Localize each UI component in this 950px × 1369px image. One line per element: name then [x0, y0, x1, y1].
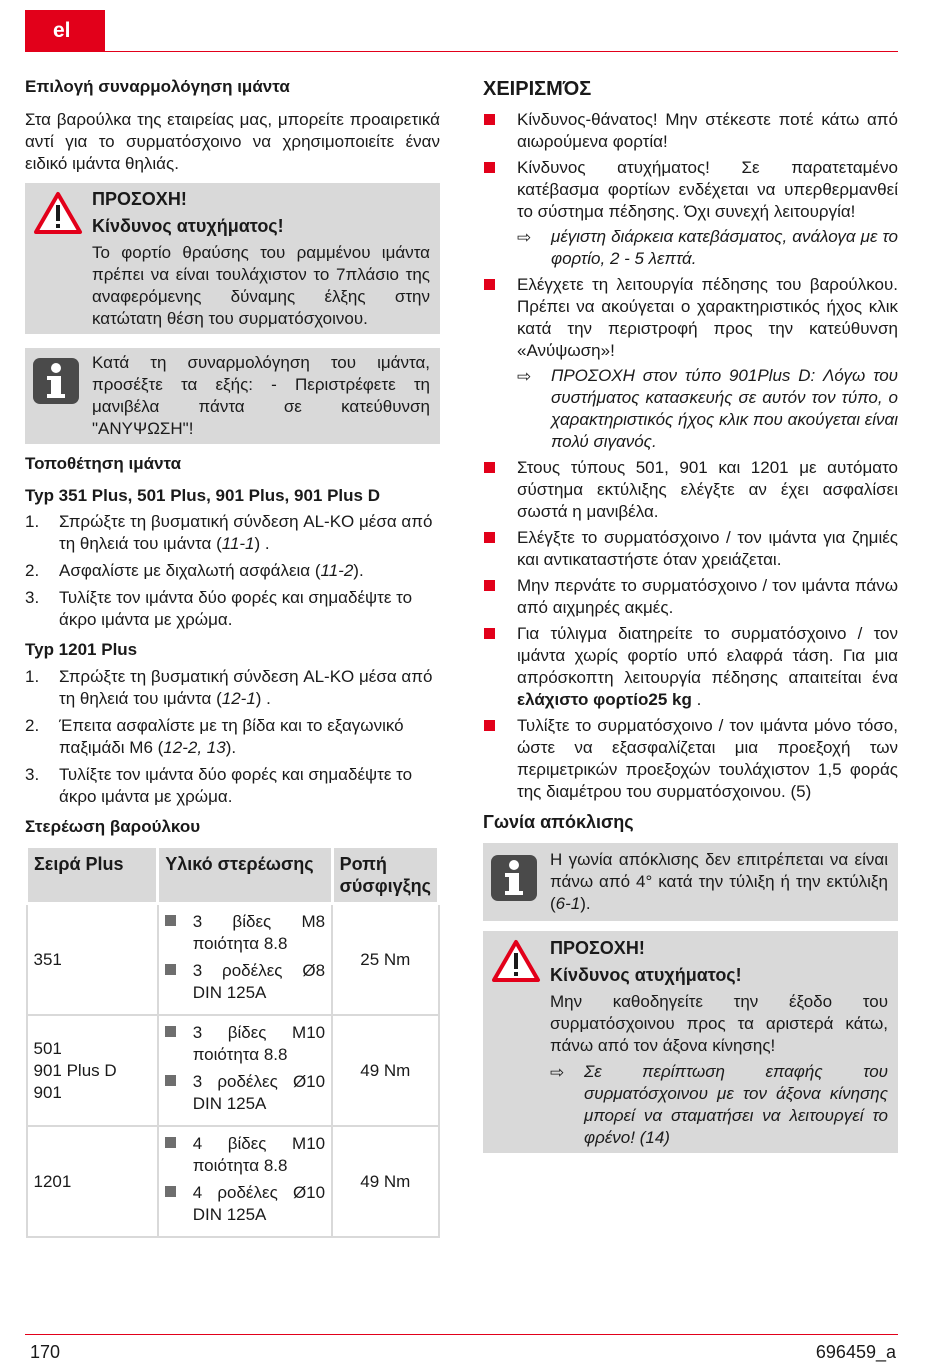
- warning-text: Μην καθοδηγείτε την έξοδο του συρματόσχοινου προς τα αριστερά κάτω, πάνω από τον άξονα κίνησης!: [550, 992, 888, 1055]
- red-square-bullet-icon: [484, 462, 495, 473]
- heading-belt-option: Επιλογή συναρμολόγηση ιμάντα: [25, 77, 290, 96]
- language-tab: el: [25, 10, 105, 52]
- red-square-bullet-icon: [484, 628, 495, 639]
- torque-cell: 25 Nm: [332, 904, 438, 1016]
- warning-title: ΠΡΟΣΟΧΗ!: [92, 189, 187, 209]
- list-item: Κίνδυνος ατυχήματος! Σε παρατεταμένο κατέβασμα φορτίων ενδέχεται να υπερθερμανθεί το σύστημα πέδησης. Όχι συνεχή λειτουργία! ⇨ μέγιστη διάρκεια κατεβάσματος, ανάλογα με το φορτίο, 2 - 5 λεπτά.: [483, 157, 898, 270]
- warning-title: ΠΡΟΣΟΧΗ!: [550, 938, 645, 958]
- red-square-bullet-icon: [484, 580, 495, 591]
- table-row: [27, 904, 439, 1016]
- info-icon: [491, 855, 537, 907]
- operation-list: [483, 109, 898, 803]
- red-square-bullet-icon: [484, 162, 495, 173]
- list-item: Στους τύπους 501, 901 και 1201 με αυτόματο σύστημα εκτύλιξης ελέγξτε αν έχει ασφαλίσει σωστά η μανιβέλα.: [483, 457, 898, 523]
- torque-cell: 49 Nm: [332, 1126, 438, 1237]
- list-item: Μην περνάτε το συρματόσχοινο / τον ιμάντα πάνω από αιχμηρές ακμές.: [483, 575, 898, 619]
- note-line: ⇨ μέγιστη διάρκεια κατεβάσματος, ανάλογα με το φορτίο, 2 - 5 λεπτά.: [517, 227, 898, 268]
- table-row: [27, 1126, 439, 1237]
- list-item: Ελέγχετε τη λειτουργία πέδησης του βαρούλκου. Πρέπει να ακούγεται ο χαρακτηριστικός ήχος κλικ κατά την περιστροφή προς την κατεύθυνση «Ανύψωση»! ⇨ ΠΡΟΣΟΧΗ στον τύπο 901Plus D: Λόγω του συστήματος κατασκευής σε αυτόν τον τύπο, ο χαρακτηριστικός ήχος κλικ που ακούγεται είναι πολύ σιγανός.: [483, 274, 898, 453]
- heading-typ-1201: Typ 1201 Plus: [25, 640, 138, 659]
- note-line: ⇨ ΠΡΟΣΟΧΗ στον τύπο 901Plus D: Λόγω του συστήματος κατασκευής σε αυτόν τον τύπο, ο χαρακτηριστικός ήχος κλικ που ακούγεται είναι πολύ σιγανός.: [517, 366, 898, 451]
- red-square-bullet-icon: [484, 279, 495, 290]
- torque-cell: 49 Nm: [332, 1015, 438, 1126]
- column-header: Υλικό στερέωσης: [158, 847, 332, 904]
- red-square-bullet-icon: [484, 720, 495, 731]
- material-cell: 3 βίδες M8 ποιότητα 8.8 3 ροδέλες Ø8 DIN 125A: [158, 904, 332, 1016]
- warning-triangle-icon: [491, 939, 541, 989]
- heading-typ-351: Typ 351 Plus, 501 Plus, 901 Plus, 901 Plus D: [25, 486, 380, 505]
- red-square-bullet-icon: [484, 532, 495, 543]
- list-item: Κίνδυνος-θάνατος! Μην στέκεστε ποτέ κάτω από αιωρούμενα φορτία!: [483, 109, 898, 153]
- document-number: 696459_a: [815, 1342, 896, 1362]
- note-line: ⇨ Σε περίπτωση επαφής του συρματόσχοινου με τον άξονα κίνησης μπορεί να σταματήσει να λειτουργεί το φρένο! (14): [550, 1062, 888, 1147]
- table-row: [27, 1015, 439, 1126]
- warning-box: [25, 183, 440, 334]
- info-text: Η γωνία απόκλισης δεν επιτρέπεται να είναι πάνω από 4° κατά την τύλιξη ή την εκτύλιξη (6-1).: [550, 850, 888, 913]
- series-cell: 1201: [27, 1126, 158, 1237]
- material-cell: 4 βίδες M10 ποιότητα 8.8 4 ροδέλες Ø10 DIN 125A: [158, 1126, 332, 1237]
- list-item: Ελέγξτε το συρματόσχοινο / τον ιμάντα για ζημιές και αντικαταστήστε όταν χρειάζεται.: [483, 527, 898, 571]
- warning-subtitle: Κίνδυνος ατυχήματος!: [550, 965, 742, 985]
- warning-box: [483, 931, 898, 1153]
- steps-typ-1201: [25, 666, 440, 808]
- steps-typ-351: [25, 511, 440, 631]
- list-item: 1. Σπρώξτε τη βυσματική σύνδεση AL-KO μέσα από τη θηλειά του ιμάντα (12-1) .: [25, 667, 433, 708]
- series-cell: 501 901 Plus D 901: [27, 1015, 158, 1126]
- page-number: 170: [30, 1342, 61, 1362]
- heading-belt-placement: Τοποθέτηση ιμάντα: [25, 454, 182, 473]
- info-box: [483, 843, 898, 921]
- arrow-right-icon: ⇨: [517, 367, 532, 386]
- fixing-table: [25, 845, 440, 1238]
- list-item: 3. Τυλίξτε τον ιμάντα δύο φορές και σημαδέψτε το άκρο ιμάντα με χρώμα.: [25, 765, 413, 806]
- warning-text: Το φορτίο θραύσης του ραμμένου ιμάντα πρέπει να είναι τουλάχιστον το 7πλάσιο της αναφερόμενης δύναμης έλξης στην κατώτατη θέση του συρματόσχοινου.: [92, 243, 430, 328]
- material-cell: 3 βίδες M10 ποιότητα 8.8 3 ροδέλες Ø10 DIN 125A: [158, 1015, 332, 1126]
- series-cell: 351: [27, 904, 158, 1016]
- table-header-row: [27, 847, 439, 904]
- list-item: Για τύλιγμα διατηρείτε το συρματόσχοινο / τον ιμάντα χωρίς φορτίο υπό ελαφρά τάση. Για μια απρόσκοπτη λειτουργία πέδησης απαιτείται ένα ελάχιστο φορτίο25 kg .: [483, 623, 898, 711]
- list-item: 3. Τυλίξτε τον ιμάντα δύο φορές και σημαδέψτε το άκρο ιμάντα με χρώμα.: [25, 588, 413, 629]
- header-rule: [25, 51, 898, 52]
- column-header: Σειρά Plus: [27, 847, 158, 904]
- paragraph-belt-option: Στα βαρούλκα της εταιρείας μας, μπορείτε προαιρετικά αντί για το συρματόσχοινο να χρησιμοποιείτε έναν ειδικό ιμάντα θηλιάς.: [25, 110, 440, 173]
- right-column: [483, 76, 898, 1153]
- info-text: Κατά τη συναρμολόγηση του ιμάντα, προσέξτε τα εξής: - Περιστρέφετε τη μανιβέλα πάντα σε κατεύθυνση "ΑΝΥΨΩΣΗ"!: [92, 353, 430, 438]
- heading-operation: ΧΕΙΡΙΣΜΌΣ: [483, 78, 592, 100]
- list-item: 2. Έπειτα ασφαλίστε με τη βίδα και το εξαγωνικό παξιμάδι M6 (12-2, 13).: [25, 716, 404, 757]
- info-box: [25, 348, 440, 444]
- list-item: 2. Ασφαλίστε με διχαλωτή ασφάλεια (11-2).: [25, 561, 364, 580]
- left-column: [25, 76, 440, 1238]
- warning-triangle-icon: [33, 191, 83, 241]
- warning-subtitle: Κίνδυνος ατυχήματος!: [92, 216, 284, 236]
- heading-deflection-angle: Γωνία απόκλισης: [483, 812, 634, 832]
- info-icon: [33, 358, 79, 410]
- arrow-right-icon: ⇨: [550, 1063, 565, 1082]
- column-header: Ροπή σύσφιγξης: [332, 847, 438, 904]
- red-square-bullet-icon: [484, 114, 495, 125]
- list-item: Τυλίξτε το συρματόσχοινο / τον ιμάντα μόνο τόσο, ώστε να εξασφαλίζεται μια προεξοχή των περιμετρικών προεξοχών τουλάχιστον 1,5 φοράς της διαμέτρου του συρματόσχοινου. (5): [483, 715, 898, 803]
- footer-rule: [25, 1334, 898, 1335]
- heading-winch-fixing: Στερέωση βαρούλκου: [25, 817, 201, 836]
- list-item: 1. Σπρώξτε τη βυσματική σύνδεση AL-KO μέσα από τη θηλειά του ιμάντα (11-1) .: [25, 512, 433, 553]
- arrow-right-icon: ⇨: [517, 228, 532, 247]
